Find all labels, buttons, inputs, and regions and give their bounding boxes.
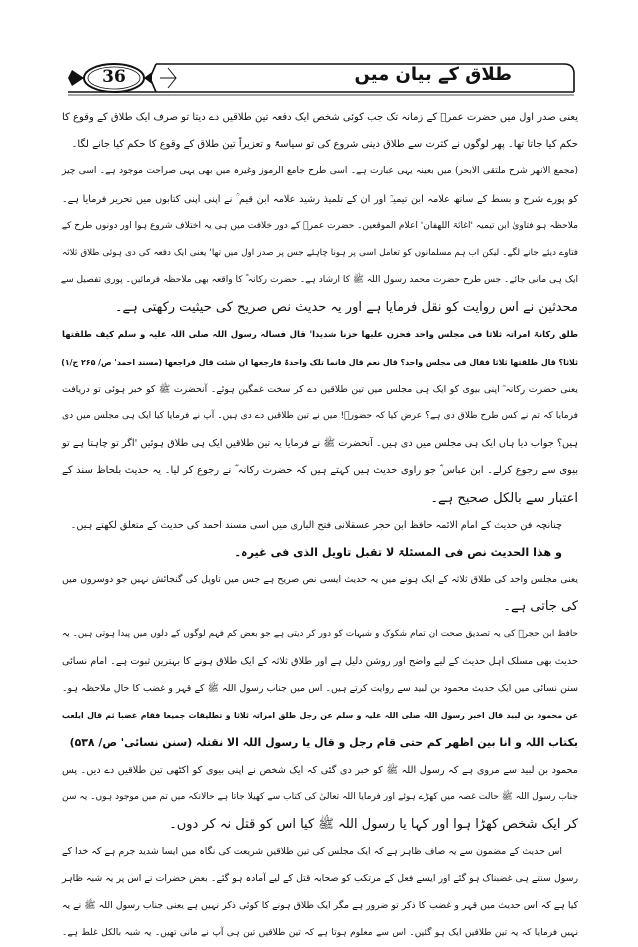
arabic-text-line: ثلاثا؟ قال طلقتھا ثلاثا فقال فی مجلس واحد؟ قال نعم قال فانما تلک واحدۃ فارجعھا ان شئت قال فراجعھا (مسند احمد' ص/ ۲۶۵ ج/۱) xyxy=(61,357,578,367)
text-line: بیوی سے رجوع کرلے۔ ابن عباس ؓ جو راوی حدیث ہیں کہتے ہیں کہ حضرت رکانہ ؓ نے رجوع کر لیا۔ یہ حدیث بلحاظ سند کے xyxy=(62,465,578,477)
arabic-text-line: و ھذا الحدیث نص فی المسئلۃ لا تقبل تاویل الذی فی غیرہ۔ xyxy=(234,546,562,559)
text-line: جناب رسول اللہ ﷺ حالت غصہ میں کھڑے ہوئے اور فرمایا اللہ تعالیٰ کی کتاب سے کھیلا جاتا ہے حالانکہ میں تم میں موجود ہوں۔ یہ سن xyxy=(62,791,578,802)
page-header xyxy=(64,58,578,98)
chapter-title: طلاق کے بیان میں xyxy=(354,64,512,85)
text-line: چنانچہ فن حدیث کے امام الائمہ حافظ ابن حجر عسقلانی فتح الباری میں اسی مسند احمد کی حدیث کے متعلق لکھتے ہیں۔ xyxy=(70,519,562,531)
text-line: یعنی صدر اول میں حضرت عمرؓ کے زمانہ تک جب کوئی شخص ایک دفعہ تین طلاقیں دے دیتا تو صرف ایک طلاق کے وقوع کا xyxy=(62,112,578,123)
text-line: کر ایک شخص کھڑا ہوا اور کہا یا رسول اللہ ﷺ کیا اس کو قتل نہ کر دوں۔ xyxy=(169,816,578,832)
text-line: اعتبار سے بالکل صحیح ہے۔ xyxy=(430,490,578,506)
arabic-text-line: طلق رکانۃ امراتہ ثلاثا فی مجلس واحد فحزن علیھا حزنا شدیدا' قال فسالہ رسول اللہ صلی اللہ علیہ و سلم کیف طلقتھا xyxy=(62,329,578,340)
text-line: ایک ہی مانی جائے۔ جس طرح حضرت محمد رسول اللہ ﷺ کا ارشاد ہے۔ حضرت رکانہ ؓ کا واقعہ بھی ملاحظہ فرمائیں۔ پوری تفصیل سے xyxy=(60,275,578,286)
text-line: یعنی مجلس واحد کی طلاق ثلاثہ کے ایک ہونے میں یہ حدیث ایسی نص صریح ہے جس میں تاویل کی گنجائش نہیں جو دوسروں میں xyxy=(62,574,578,586)
arabic-text-line: بکتاب اللہ و انا بین اظھر کم حتی قام رجل و قال یا رسول اللہ الا نقتلہ (سنن نسائی' ص/ ۵۳۸) xyxy=(69,736,578,750)
text-line: حافظ ابن حجرؒ کی یہ تصدیق صحت ان تمام شکوک و شبہات کو دور کر دیتی ہے جو بعض کم فہم لوگوں کے دلوں میں پیدا ہوتی ہیں۔ یہ xyxy=(62,628,578,639)
text-line: یعنی حضرت رکانہ ؓ اپنی بیوی کو ایک ہی مجلس میں تین طلاقیں دے کر سخت غمگین ہوئے۔ آنحضرت ﷺ کو خبر ہوئی تو دریافت xyxy=(62,383,578,395)
text-line: اس حدیث کے مضمون سے یہ صاف ظاہر ہے کہ ایک مجلس کی تین طلاقیں شریعت کی نگاہ میں ایسا شدید جرم ہے کہ خدا کے xyxy=(62,846,562,858)
text-line: سنن نسائی میں ایک حدیث محمود بن لبید سے روایت کرتے ہیں۔ اس میں جناب رسول اللہ ﷺ کے قہر و غضب کا حال ملاحظہ ہو۔ xyxy=(62,682,578,694)
text-line: فرمایا کہ تم نے کس طرح طلاق دی ہے؟ عرض کیا کہ حضورؐ! میں نے تین طلاقیں دے دی ہیں۔ آپ نے فرمایا کیا ایک ہی مجلس میں دی xyxy=(62,411,578,422)
arabic-text-line: عن محمود بن لبید قال اخبر رسول اللہ صلی اللہ علیہ و سلم عن رجل طلق امراتہ ثلاثا و تطلیقات جمیعا فقام غضبا ثم قال ایلعب xyxy=(62,711,578,721)
text-line: حکم کیا جاتا تھا۔ پھر لوگوں نے کثرت سے طلاق دینی شروع کی تو سیاسۃً و تعزیراً تین طلاق کے وقوع کا حکم کیا جانے لگا۔ xyxy=(71,139,578,151)
text-line: محمود بن لبید سے مروی ہے کہ رسول اللہ ﷺ کو خبر دی گئی کہ ایک شخص نے اپنی بیوی کو اکٹھی تین طلاقیں دے دیں۔ پس xyxy=(62,764,578,776)
text-line: حدیث بھی مسلک اہل حدیث کے لیے واضح اور روشن دلیل ہے اور طلاق ثلاثہ کے ایک طلاق ہونے کا بہترین ثبوت ہے۔ امام نسائی xyxy=(62,655,578,667)
text-line: رسول سنتے ہی غضبناک ہو گئے اور ایسے فعل کے مرتکب کو صحابہ قتل کے لیے آمادہ ہو گئے۔ بعض حضرات نے اس پر یہ شبہ ظاہر xyxy=(62,873,578,885)
text-line: کی جاتی ہے۔ xyxy=(503,599,578,615)
text-line: نہیں فرمایا کہ یہ تین طلاقیں ایک ہو گئیں۔ اس سے معلوم ہوتا ہے کہ تین طلاقیں تین ہی آپ نے مانی تھیں۔ یہ شبہ بالکل غلط ہے۔ xyxy=(62,927,578,938)
text-line: محدثین نے اس روایت کو نقل فرمایا ہے اور یہ حدیث نص صریح کی حیثیت رکھتی ہے۔ xyxy=(114,300,578,316)
page-number: 36 xyxy=(102,67,126,87)
text-line: کو پورے شرح و بسط کے ساتھ علامہ ابن تیمیہؒ اور ان کے تلمیذ رشید علامہ ابن قیم ؒ نے اپنی اپنی کتابوں میں تحریر فرمایا ہے۔ xyxy=(62,193,578,205)
text-line: فتاوے دیئے جانے لگے۔ لیکن اب ہم مسلمانوں کو تعامل اسی پر ہونا چاہئے جس پر صدر اول میں تھا' یعنی ایک دفعہ کی دی ہوئی طلاق ثلاثہ xyxy=(62,247,578,258)
text-line: (مجمع الانھر شرح ملتقی الابحر) میں بعینہ یہی عبارت ہے۔ اسی طرح جامع الرموز وغیرہ میں بھی یہی صراحت موجود ہے۔ اسی چیز xyxy=(62,166,578,177)
text-line: ملاحظہ ہو فتاویٰ ابن تیمیہ 'اغاثۃ اللھفان' اعلام الموقعین۔ حضرت عمرؓ کے دور خلافت میں ہی یہ اختلاف شروع ہوا اور دونوں طرح کے xyxy=(61,220,578,231)
text-line: کیا ہے کہ اس حدیث میں قہر و غضب کا ذکر تو ضرور ہے مگر ایک طلاق ہونے کا کوئی ذکر نہیں ہے یعنی جناب رسول اللہ ﷺ نے یہ xyxy=(62,900,578,912)
page-body xyxy=(62,104,578,947)
text-line: ہیں؟ جواب دیا ہاں ایک ہی مجلس میں دی ہیں۔ آنحضرت ﷺ نے فرمایا یہ تین طلاقیں ایک ہی طلاق ہوئیں 'اگر تو چاہتا ہے تو xyxy=(62,438,578,450)
